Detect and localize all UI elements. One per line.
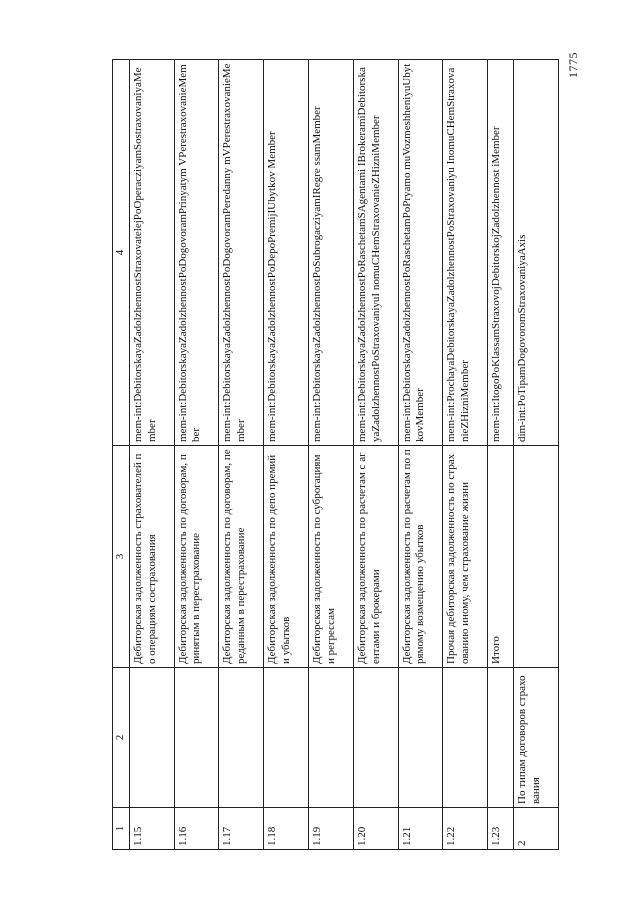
row-number: 1.16 (174, 808, 219, 850)
rotated-table-wrapper (112, 60, 559, 850)
row-group (353, 668, 398, 808)
table-row (219, 60, 264, 850)
table-row (443, 60, 488, 850)
row-group (219, 668, 264, 808)
row-description: Прочая дебиторская задолженность по страхованию иному, чем страхование жизни (443, 446, 488, 668)
column-header: 3 (113, 446, 130, 668)
row-description: Дебиторская задолженность по расчетам по прямому возмещению убытков (398, 446, 443, 668)
row-group (488, 668, 514, 808)
table-row (309, 60, 354, 850)
column-header: 2 (113, 668, 130, 808)
row-number: 2 (514, 808, 559, 850)
row-group (398, 668, 443, 808)
row-code: mem-int:DebitorskayaZadolzhennostPoDogovoramPrinyatym VPerestraxovanieMember (174, 60, 219, 446)
row-group (264, 668, 309, 808)
row-description: Дебиторская задолженность по депо премий и убытков (264, 446, 309, 668)
table-row (514, 60, 559, 850)
row-code: dim-int:PoTipamDogovoromStraxovaniyaAxis (514, 60, 559, 446)
table-row (488, 60, 514, 850)
column-header: 4 (113, 60, 130, 446)
row-code: mem-int:DebitorskayaZadolzhennostPoRaschetamSAgentami IBrokeramiDebitorskayaZadolzhennostPoStraxovaniyuI nomuCHemStraxovanieZHizniMember (353, 60, 398, 446)
table-row (398, 60, 443, 850)
row-code: mem-int:DebitorskayaZadolzhennostPoSubrogacziyamIRegre ssamMember (309, 60, 354, 446)
table-header-row (113, 60, 130, 850)
row-description: Итого (488, 446, 514, 668)
row-code: mem-int:DebitorskayaZadolzhennostPoRaschetamPoPryamo muVozmeshheniyuUbytkovMember (398, 60, 443, 446)
table-row (264, 60, 309, 850)
row-number: 1.15 (129, 808, 174, 850)
row-description: Дебиторская задолженность по расчетам с агентами и брокерами (353, 446, 398, 668)
row-number: 1.17 (219, 808, 264, 850)
table-row (353, 60, 398, 850)
row-code: mem-int:ItogoPoKlassamStraxovojDebitorskojZadolzhennost iMember (488, 60, 514, 446)
row-group (443, 668, 488, 808)
row-number: 1.22 (443, 808, 488, 850)
row-code: mem-int:DebitorskayaZadolzhennostPoDepoPremijIUbytkov Member (264, 60, 309, 446)
page-number: 1775 (566, 52, 580, 78)
row-description: Дебиторская задолженность по договорам, принятым в перестрахование (174, 446, 219, 668)
table-row (129, 60, 174, 850)
row-code: mem-int:DebitorskayaZadolzhennostStraxovatelejPoOperacziyamSostraxovaniyaMember (129, 60, 174, 446)
row-group: По типам договоров страхования (514, 668, 559, 808)
document-table (112, 59, 559, 850)
row-group (174, 668, 219, 808)
row-description: Дебиторская задолженность по договорам, переданным в перестрахование (219, 446, 264, 668)
table-row (174, 60, 219, 850)
row-description: Дебиторская задолженность по суброгациям и регрессам (309, 446, 354, 668)
column-header: 1 (113, 808, 130, 850)
row-code: mem-int:DebitorskayaZadolzhennostPoDogovoramPeredanny mVPerestraxovanieMember (219, 60, 264, 446)
row-number: 1.18 (264, 808, 309, 850)
row-description (514, 446, 559, 668)
row-description: Дебиторская задолженность страхователей по операциям сострахования (129, 446, 174, 668)
row-number: 1.21 (398, 808, 443, 850)
row-group (129, 668, 174, 808)
row-number: 1.20 (353, 808, 398, 850)
row-number: 1.19 (309, 808, 354, 850)
row-number: 1.23 (488, 808, 514, 850)
row-group (309, 668, 354, 808)
row-code: mem-int:ProchayaDebitorskayaZadolzhennostPoStraxovaniyu InomuCHemStraxovanieZHizniMember (443, 60, 488, 446)
